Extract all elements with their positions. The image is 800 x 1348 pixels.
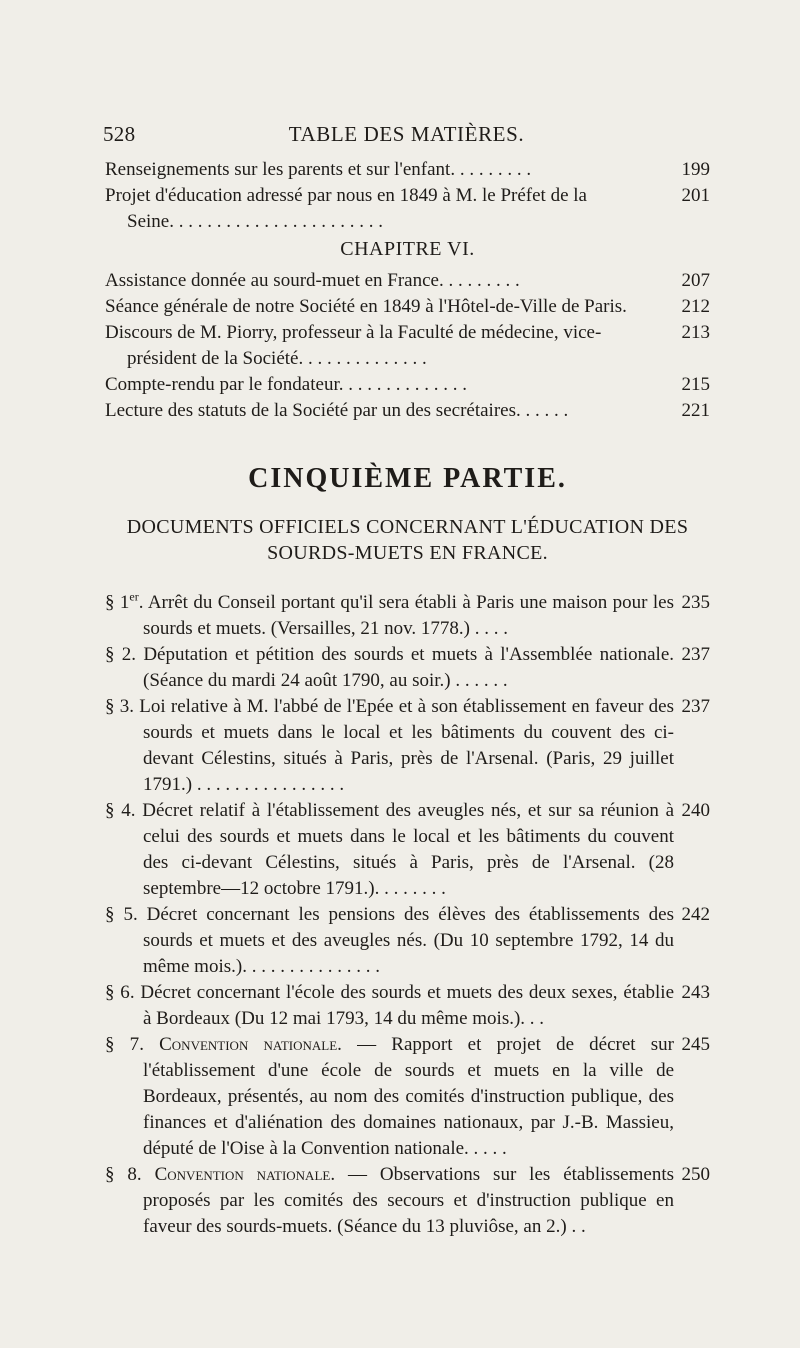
toc-entry-page: 242 [681, 904, 710, 925]
toc-section-entry [105, 642, 710, 694]
toc-entry-page: 237 [681, 644, 710, 665]
toc-entry [105, 398, 710, 424]
toc-section-entry [105, 590, 710, 642]
toc-entry-text: Projet d'éducation adressé par nous en 1849 à M. le Préfet de la [105, 185, 587, 206]
section-text: . Décret concernant les pensions des élèves des établissements des sourds et muets et des aveugles nés. (Du 10 septembre 1792, 14 du même mois.). . . . . . . . . . . . . . . [132, 904, 675, 977]
toc-entry-text: Assistance donnée au sourd-muet en France. . . . . . . . . [105, 270, 520, 291]
section-text: . Décret concernant l'école des sourds et muets des deux sexes, établie à Bordeaux (Du 12 mai 1793, 14 du même mois.). . . [129, 982, 674, 1029]
toc-entry-text: Renseignements sur les parents et sur l'enfant. . . . . . . . . [105, 159, 532, 180]
section-mark: § 7 [105, 1034, 140, 1055]
toc-entry-page: 243 [681, 982, 710, 1003]
toc-entry [105, 183, 710, 235]
running-title: TABLE DES MATIÈRES. [288, 122, 525, 146]
section-heading: DOCUMENTS OFFICIELS CONCERNANT L'ÉDUCATION DES SOURDS-MUETS EN FRANCE. [126, 516, 689, 564]
table-of-contents [105, 157, 710, 1240]
toc-section-entry: § 7. Convention nationale. — Rapport et projet de décret sur l'établissement d'une école de sourds et muets en la ville de Bordeaux, présentés, au nom des comités d'instruction publique, des finances et d'aliénation des domaines nationaux, par J.-B. Massieu, député de l'Oise à la Convention nationale. . . . . 245 [105, 1034, 710, 1159]
toc-entry-page: 237 [681, 696, 710, 717]
section-mark: § 4 [105, 800, 131, 821]
toc-entry-page: 213 [681, 322, 710, 343]
toc-entry-page: 215 [681, 374, 710, 395]
toc-entry-page: 199 [681, 159, 710, 180]
toc-section-entry [105, 798, 710, 902]
toc-entry-text: Lecture des statuts de la Société par un des secrétaires. . . . . . [105, 400, 569, 421]
part-heading: CINQUIÈME PARTIE. [248, 463, 567, 494]
section-source: Convention nationale. [159, 1034, 342, 1055]
toc-entry-text: Compte-rendu par le fondateur. . . . . . . . . . . . . . [105, 374, 467, 395]
toc-entry-text-cont: président de la Société. . . . . . . . . . . . . . [127, 348, 427, 369]
toc-entry [105, 294, 710, 320]
toc-entry-page: 201 [681, 185, 710, 206]
toc-entry [105, 372, 710, 398]
section-mark: § 8 [105, 1164, 137, 1185]
section-text: . Arrêt du Conseil portant qu'il sera établi à Paris une maison pour les sourds et muets. (Versailles, 21 nov. 1778.) . . . . [138, 592, 675, 639]
chapter-heading: CHAPITRE VI. [340, 238, 475, 260]
section-mark: § 5 [105, 904, 133, 925]
toc-entry-text: Discours de M. Piorry, professeur à la Faculté de médecine, vice- [105, 322, 602, 343]
toc-entry-page: 245 [681, 1034, 710, 1055]
section-mark-superscript: er [129, 589, 139, 604]
toc-entry-page: 212 [681, 296, 710, 317]
toc-entry [105, 157, 710, 183]
section-list [105, 590, 710, 1240]
toc-entry-page: 207 [681, 270, 710, 291]
page-number: 528 [103, 122, 136, 146]
toc-entry-page: 240 [681, 800, 710, 821]
section-mark: § 3 [105, 696, 130, 717]
toc-section-entry: § 8. Convention nationale. — Observations sur les établissements proposés par les comités des secours et d'instruction publique en faveur des sourds-muets. (Séance du 13 pluviôse, an 2.) . . 250 [105, 1164, 710, 1237]
section-text: — Observations sur les établissements proposés par les comités des secours et d'instruction publique en faveur des sourds-muets. (Séance du 13 pluviôse, an 2.) . . [143, 1164, 675, 1237]
toc-entry [105, 268, 710, 294]
toc-entry [105, 320, 710, 372]
section-text: . Députation et pétition des sourds et muets à l'Assemblée nationale. (Séance du mardi 24 août 1790, au soir.) . . . . . . [131, 644, 674, 691]
section-text: — Rapport et projet de décret sur l'établissement d'une école de sourds et muets en la ville de Bordeaux, présentés, au nom des comités d'instruction publique, des finances et d'aliénation des domaines nationaux, par J.-B. Massieu, député de l'Oise à la Convention nationale. . . . . [143, 1034, 674, 1159]
toc-entry-text-cont: Seine. . . . . . . . . . . . . . . . . . . . . . . [127, 211, 383, 232]
section-mark: § 1 [105, 592, 130, 613]
section-mark: § 6 [105, 982, 130, 1003]
toc-section-entry [105, 980, 710, 1032]
toc-entry-text: Séance générale de notre Société en 1849 à l'Hôtel-de-Ville de Paris. [105, 296, 627, 317]
toc-entry-page: 221 [681, 400, 710, 421]
toc-entry-page: 235 [681, 592, 710, 613]
section-mark: § 2 [105, 644, 132, 665]
toc-section-entry [105, 694, 710, 798]
toc-entry-page: 250 [681, 1164, 710, 1185]
section-source: Convention nationale. [154, 1164, 336, 1185]
toc-section-entry [105, 902, 710, 980]
section-text: . Décret relatif à l'établissement des aveugles nés, et sur sa réunion à celui des sourds et muets dans le local et les bâtiments du couvent des ci-devant Célestins, situés à Paris, près de l'Arsenal. (28 septembre—12 octobre 1791.). . . . . . . . [130, 800, 674, 899]
section-text: . Loi relative à M. l'abbé de l'Epée et à son établissement en faveur des sourds et muets dans le local et les bâtiments du couvent des ci-devant Célestins, situés à Paris, près de l'Arsenal. (Paris, 29 juillet 1791.) . . . . . . . . . . . . . . . . [129, 696, 674, 795]
